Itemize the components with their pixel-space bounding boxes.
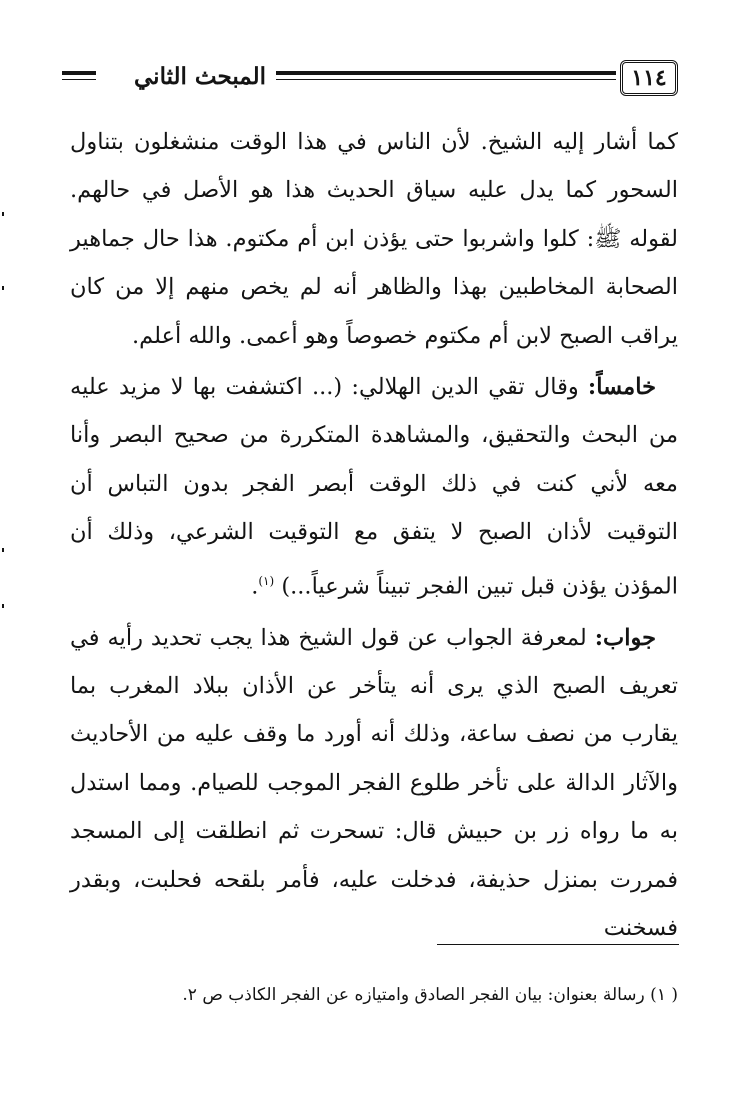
footnote-reference: (١) <box>258 573 275 588</box>
paragraph-3-lead: جواب: <box>594 624 656 651</box>
page-number-box <box>620 60 678 96</box>
paragraph-2: خامساً: وقال تقي الدين الهلالي: (... اكتشفت بها لا مزيد عليه من البحث والتحقيق، والمشاهدة المتكررة من صحيح البصر وأنا معه لأني كنت في ذلك الوقت أبصر الفجر بدون التباس أن التوقيت لأذان الصبح لا يتفق مع التوقيت الشرعي، وذلك أن المؤذن يؤذن قبل تبين الفجر تبيناً شرعياً...) $^{(١)}$. <box>70 374 678 600</box>
page-header <box>62 60 678 100</box>
scan-margin-mark <box>2 604 4 608</box>
paragraph-3 <box>70 614 678 953</box>
chapter-title: المبحث الثاني <box>134 63 266 90</box>
scan-margin-mark <box>2 212 4 216</box>
paragraph-2-lead: خامساً: <box>587 374 656 401</box>
header-rule-long <box>276 71 616 80</box>
scan-margin-mark <box>2 548 4 552</box>
paragraph-2-text: وقال تقي الدين الهلالي: (... اكتشفت بها لا مزيد عليه من البحث والتحقيق، والمشاهدة المتكررة من صحيح البصر وأنا معه لأني كنت في ذلك الوقت أبصر الفجر بدون التباس أن التوقيت لأذان الصبح لا يتفق مع التوقيت الشرعي، وذلك أن المؤذن يؤذن قبل تبين الفجر تبيناً شرعياً...) <box>70 374 678 600</box>
main-text <box>70 118 678 955</box>
header-rule-short <box>62 71 96 80</box>
page-number: ١١٤ <box>631 65 667 91</box>
paragraph-1: كما أشار إليه الشيخ. لأن الناس في هذا الوقت منشغلون بتناول السحور كما يدل عليه سياق الحديث هذا هو الأصل في حالهم. لقوله ﷺ: كلوا واشربوا حتى يؤذن ابن أم مكتوم. هذا حال جماهير الصحابة المخاطبين بهذا والظاهر أنه لم يخص منهم إلا من كان يراقب الصبح لابن أم مكتوم خصوصاً وهو أعمى. والله أعلم. <box>70 129 678 349</box>
scan-margin-mark <box>2 286 4 290</box>
footnote: ( ١) رسالة بعنوان: بيان الفجر الصادق وامتيازه عن الفجر الكاذب ص ٢. <box>182 985 678 1005</box>
paragraph-3-text: لمعرفة الجواب عن قول الشيخ هذا يجب تحديد رأيه في تعريف الصبح الذي يرى أنه يتأخر عن الأذان ببلاد المغرب بما يقارب من نصف ساعة، وذلك أنه أورد ما وقف عليه من الأحاديث والآثار الدالة على تأخر طلوع الفجر الموجب للصيام. ومما استدل به ما رواه زر بن حبيش قال: تسحرت ثم انطلقت إلى المسجد فمررت بمنزل حذيفة، فدخلت عليه، فأمر بلقحه فحلبت، وبقدر فسخنت <box>70 624 678 941</box>
footnote-divider <box>437 944 679 945</box>
